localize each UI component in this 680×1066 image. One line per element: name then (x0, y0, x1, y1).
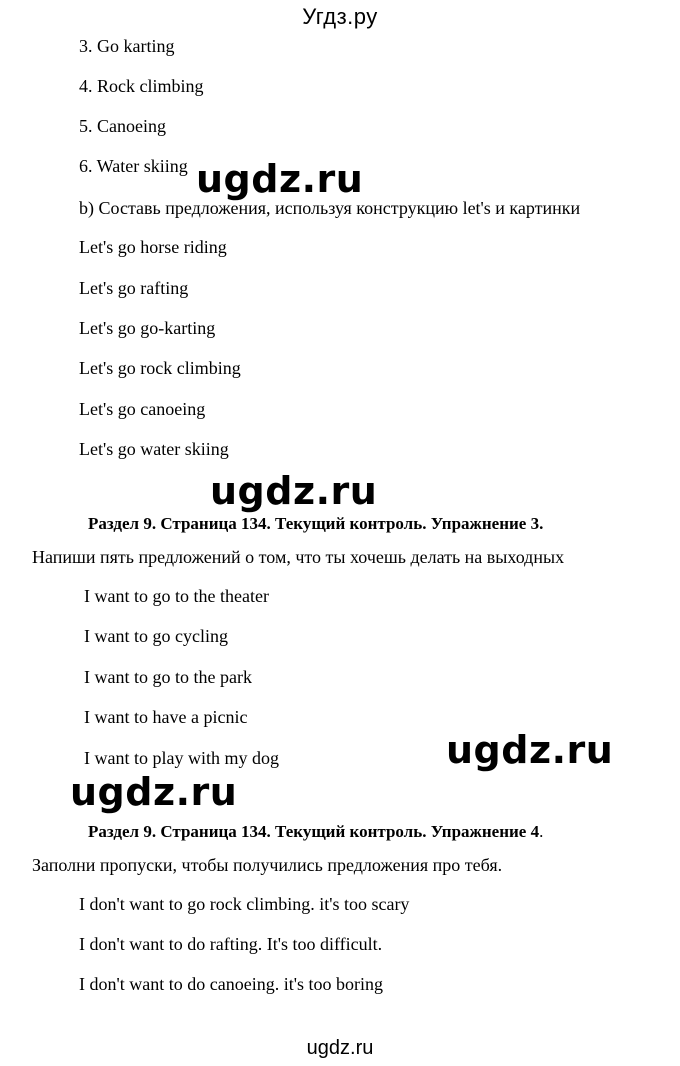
want-sentence: I want to have a picnic (84, 707, 248, 727)
section-4-heading-period: . (539, 822, 544, 841)
dont-want-sentence: I don't want to do canoeing. it's too boring (79, 974, 383, 994)
list-item: 6. Water skiing (79, 156, 188, 176)
section-4-instruction: Заполни пропуски, чтобы получились предложения про тебя. (32, 855, 503, 875)
dont-want-sentence: I don't want to do rafting. It's too difficult. (79, 934, 383, 954)
site-footer-title: ugdz.ru (306, 1037, 374, 1059)
watermark: ugdz.ru (446, 728, 614, 772)
section-4-heading (88, 822, 543, 842)
section-3-instruction: Напиши пять предложений о том, что ты хочешь делать на выходных (32, 547, 565, 567)
lets-sentence: Let's go horse riding (79, 237, 227, 257)
list-item: 5. Canoeing (79, 116, 166, 136)
section-3-heading: Раздел 9. Страница 134. Текущий контроль. Упражнение 3. (88, 514, 544, 533)
watermark: ugdz.ru (196, 157, 364, 201)
list-item: 3. Go karting (79, 36, 175, 56)
lets-sentence: Let's go canoeing (79, 399, 206, 419)
list-item: 4. Rock climbing (79, 76, 204, 96)
section-4-heading-text: Раздел 9. Страница 134. Текущий контроль. Упражнение 4 (88, 822, 540, 841)
want-sentence: I want to play with my dog (84, 748, 279, 768)
lets-sentence: Let's go rock climbing (79, 358, 241, 378)
want-sentence: I want to go to the park (84, 667, 252, 687)
task-b-instruction: b) Составь предложения, используя конструкцию let's и картинки (79, 198, 581, 218)
lets-sentence: Let's go rafting (79, 278, 189, 298)
watermark: ugdz.ru (70, 770, 238, 814)
lets-sentence: Let's go water skiing (79, 439, 229, 459)
lets-sentence: Let's go go-karting (79, 318, 216, 338)
watermark: ugdz.ru (210, 469, 378, 513)
want-sentence: I want to go to the theater (84, 586, 269, 606)
dont-want-sentence: I don't want to go rock climbing. it's too scary (79, 894, 410, 914)
want-sentence: I want to go cycling (84, 626, 228, 646)
site-header-title: Угдз.ру (302, 4, 378, 29)
